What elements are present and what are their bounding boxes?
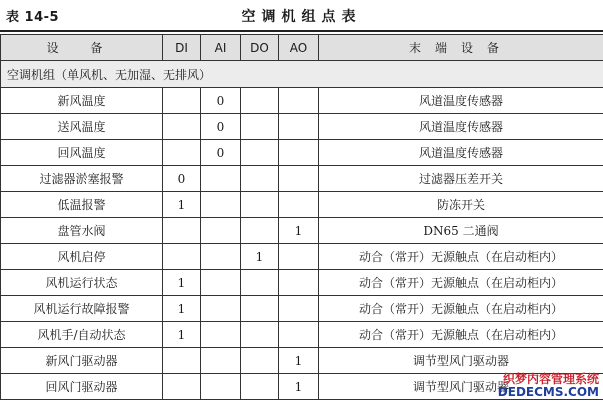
cell-terminal: 防冻开关 <box>319 192 603 218</box>
header-di: DI <box>163 35 201 61</box>
cell-do <box>241 114 279 140</box>
cell-ao: 1 <box>279 374 319 400</box>
table-row <box>1 348 603 374</box>
header-ao: AO <box>279 35 319 61</box>
cell-ai <box>201 218 241 244</box>
cell-do <box>241 88 279 114</box>
cell-ai <box>201 348 241 374</box>
cell-terminal: 风道温度传感器 <box>319 140 603 166</box>
cell-di <box>163 88 201 114</box>
cell-di <box>163 348 201 374</box>
cell-terminal: 调节型风门驱动器 <box>319 348 603 374</box>
cell-di: 0 <box>163 166 201 192</box>
group-label: 空调机组（单风机、无加湿、无排风） <box>1 61 603 88</box>
cell-ai <box>201 244 241 270</box>
cell-ao <box>279 88 319 114</box>
cell-ao <box>279 192 319 218</box>
table-row <box>1 270 603 296</box>
cell-do <box>241 374 279 400</box>
cell-device: 盘管水阀 <box>1 218 163 244</box>
cell-device: 送风温度 <box>1 114 163 140</box>
cell-do <box>241 348 279 374</box>
cell-di <box>163 244 201 270</box>
cell-ao <box>279 322 319 348</box>
cell-device: 新风门驱动器 <box>1 348 163 374</box>
cell-di: 1 <box>163 270 201 296</box>
cell-di <box>163 140 201 166</box>
table-row <box>1 374 603 400</box>
table-title: 空调机组点表 <box>241 9 362 25</box>
cell-do <box>241 218 279 244</box>
cell-terminal: 动合（常开）无源触点（在启动柜内） <box>319 244 603 270</box>
cell-terminal: DN65 二通阀 <box>319 218 603 244</box>
cell-ao <box>279 270 319 296</box>
table-caption: 表 14-5 <box>6 10 60 25</box>
cell-ai <box>201 270 241 296</box>
watermark-cn: 织梦内容管理系统 <box>502 372 599 386</box>
cell-terminal: 动合（常开）无源触点（在启动柜内） <box>319 296 603 322</box>
table-row <box>1 88 603 114</box>
cell-ai <box>201 166 241 192</box>
group-row <box>1 61 603 88</box>
cell-terminal: 调节型风门驱动器 <box>319 374 603 400</box>
cell-device: 风机运行故障报警 <box>1 296 163 322</box>
cell-ai <box>201 322 241 348</box>
cell-di: 1 <box>163 192 201 218</box>
header-do: DO <box>241 35 279 61</box>
cell-ao <box>279 166 319 192</box>
cell-device: 回风温度 <box>1 140 163 166</box>
cell-device: 回风门驱动器 <box>1 374 163 400</box>
table-row <box>1 322 603 348</box>
cell-ai: 0 <box>201 140 241 166</box>
cell-di <box>163 218 201 244</box>
cell-terminal: 过滤器压差开关 <box>319 166 603 192</box>
cell-device: 新风温度 <box>1 88 163 114</box>
cell-ao: 1 <box>279 348 319 374</box>
cell-terminal: 动合（常开）无源触点（在启动柜内） <box>319 270 603 296</box>
table-row <box>1 296 603 322</box>
table-row <box>1 192 603 218</box>
cell-ai <box>201 374 241 400</box>
cell-ai: 0 <box>201 88 241 114</box>
cell-di: 1 <box>163 322 201 348</box>
cell-device: 低温报警 <box>1 192 163 218</box>
cell-ao <box>279 244 319 270</box>
header-terminal: 末端设备 <box>319 35 603 61</box>
cell-ao <box>279 114 319 140</box>
table-row <box>1 114 603 140</box>
cell-do <box>241 140 279 166</box>
cell-ai: 0 <box>201 114 241 140</box>
cell-device: 风机启停 <box>1 244 163 270</box>
cell-do <box>241 166 279 192</box>
top-rule <box>0 30 603 32</box>
cell-ao <box>279 140 319 166</box>
cell-ai <box>201 296 241 322</box>
header-row <box>1 35 603 61</box>
table-row <box>1 166 603 192</box>
cell-di <box>163 114 201 140</box>
table-row <box>1 140 603 166</box>
cell-device: 风机手/自动状态 <box>1 322 163 348</box>
cell-device: 过滤器淤塞报警 <box>1 166 163 192</box>
air-handler-point-table <box>0 34 603 400</box>
cell-terminal: 风道温度传感器 <box>319 88 603 114</box>
cell-di: 1 <box>163 296 201 322</box>
cell-do <box>241 270 279 296</box>
table-row <box>1 218 603 244</box>
cell-do <box>241 296 279 322</box>
watermark-en: DEDECMS.COM <box>497 385 599 399</box>
header-ai: AI <box>201 35 241 61</box>
cell-ao <box>279 296 319 322</box>
table-row <box>1 244 603 270</box>
header-device: 设 备 <box>1 35 163 61</box>
cell-do: 1 <box>241 244 279 270</box>
cell-do <box>241 322 279 348</box>
cell-terminal: 风道温度传感器 <box>319 114 603 140</box>
cell-ai <box>201 192 241 218</box>
cell-ao: 1 <box>279 218 319 244</box>
cell-do <box>241 192 279 218</box>
cell-terminal: 动合（常开）无源触点（在启动柜内） <box>319 322 603 348</box>
cell-device: 风机运行状态 <box>1 270 163 296</box>
cell-di <box>163 374 201 400</box>
